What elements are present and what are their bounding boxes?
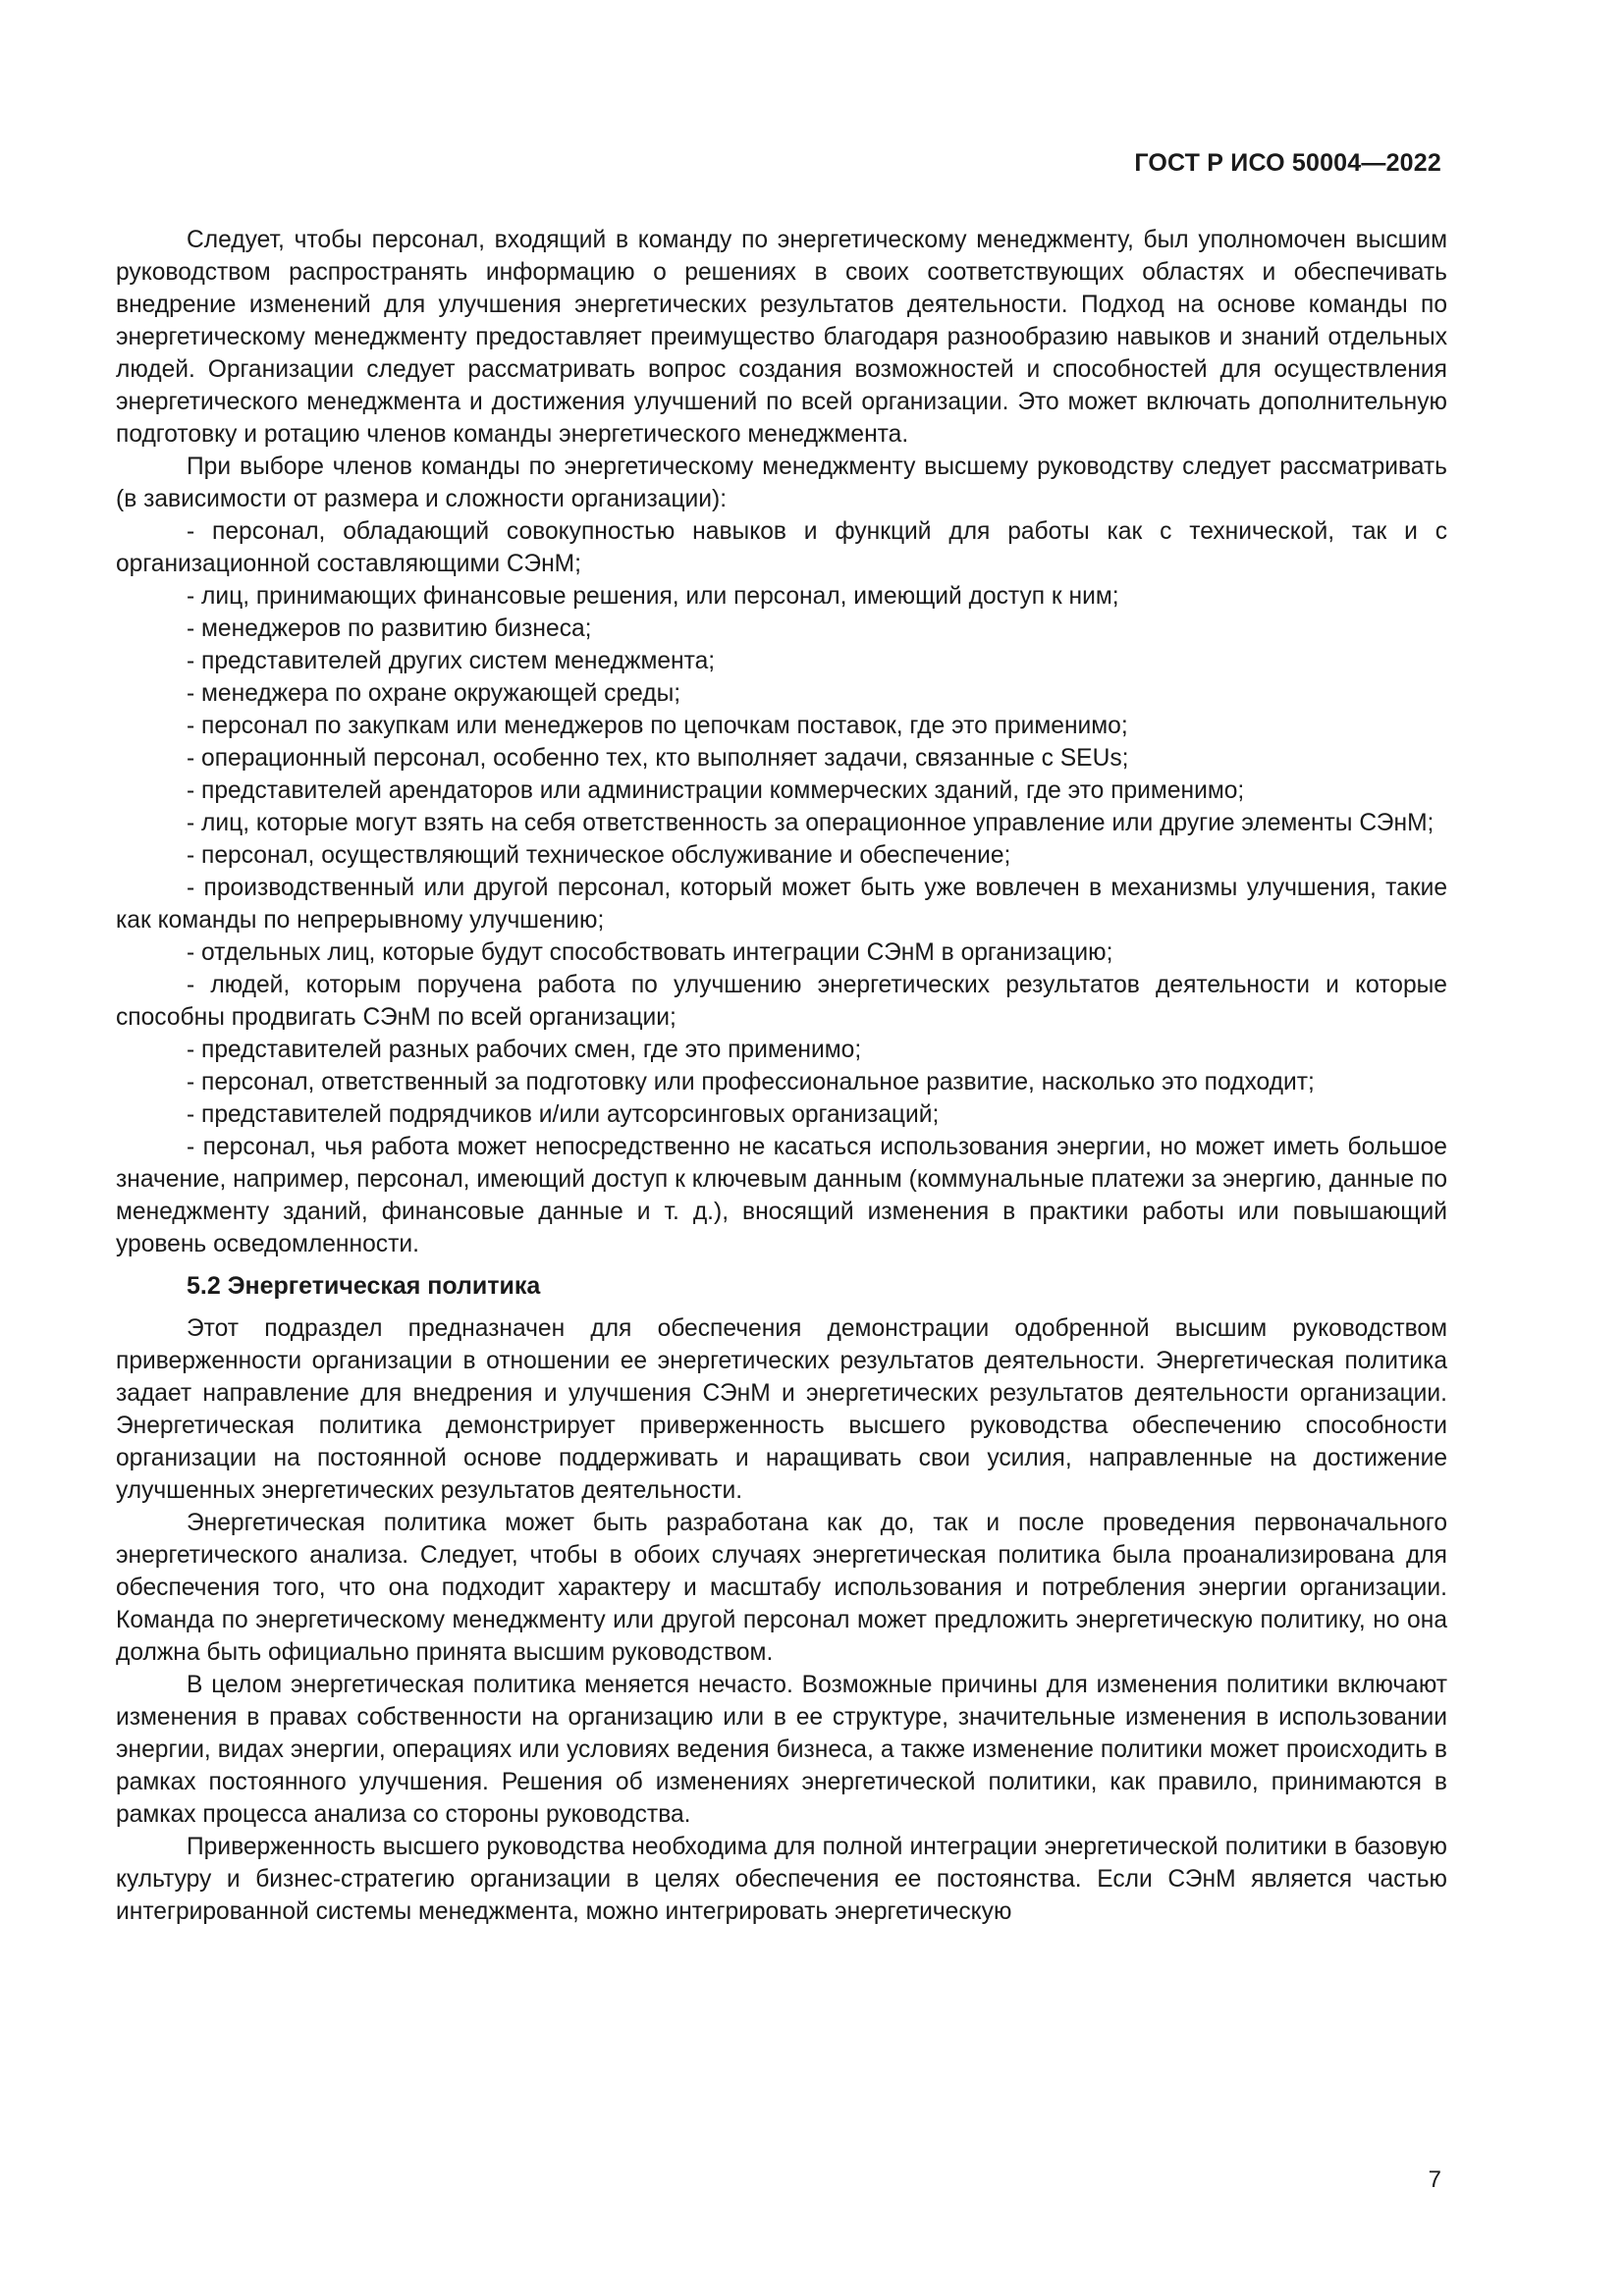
paragraph: В целом энергетическая политика меняется нечасто. Возможные причины для изменения политики включают изменения в правах собственности на организацию или в ее структуре, значительные изменения в использовании энергии, видах энергии, операциях или условиях ведения бизнеса, а также изменение политики может происходить в рамках постоянного улучшения. Решения об изменениях энергетической политики, как правило, принимаются в рамках процесса анализа со стороны руководства. (116, 1672, 1447, 1828)
paragraph: Следует, чтобы персонал, входящий в команду по энергетическому менеджменту, был уполномочен высшим руководством распространять информацию о решениях в своих соответствующих областях и обеспечивать внедрение изменений для улучшения энергетических результатов деятельности. Подход на основе команды по энергетическому менеджменту предоставляет преимущество благодаря разнообразию навыков и знаний отдельных людей. Организации следует рассматривать вопрос создания возможностей и способностей для осуществления энергетического менеджмента и достижения улучшений по всей организации. Это может включать дополнительную подготовку и ротацию членов команды энергетического менеджмента. (116, 227, 1447, 448)
list-item: - лиц, принимающих финансовые решения, или персонал, имеющий доступ к ним; (187, 583, 1119, 610)
list-item: - представителей подрядчиков и/или аутсорсинговых организаций; (187, 1101, 940, 1128)
list-item: - менеджера по охране окружающей среды; (187, 680, 681, 707)
list-item: - менеджеров по развитию бизнеса; (187, 615, 592, 642)
paragraph: Энергетическая политика может быть разработана как до, так и после проведения первоначального энергетического анализа. Следует, чтобы в обоих случаях энергетическая политика была проанализирована для обеспечения того, что она подходит характеру и масштабу использования и потребления энергии организации. Команда по энергетическому менеджменту или другой персонал может предложить энергетическую политику, но она должна быть официально принята высшим руководством. (116, 1510, 1447, 1666)
list-item: - операционный персонал, особенно тех, кто выполняет задачи, связанные с SEUs; (187, 745, 1129, 772)
list-item: - персонал, чья работа может непосредственно не касаться использования энергии, но может иметь большое значение, например, персонал, имеющий доступ к ключевым данным (коммунальные платежи за энергию, данные по менеджменту зданий, финансовые данные и т. д.), вносящий изменения в практики работы или повышающий уровень осведомленности. (116, 1134, 1447, 1257)
paragraph: При выборе членов команды по энергетическому менеджменту высшему руководству следует рассматривать (в зависимости от размера и сложности организации): (116, 454, 1447, 512)
page-number: 7 (1428, 2166, 1441, 2193)
list-item: - персонал, осуществляющий техническое обслуживание и обеспечение; (187, 842, 1011, 869)
list-item: - представителей других систем менеджмента; (187, 648, 716, 674)
paragraph: Этот подраздел предназначен для обеспечения демонстрации одобренной высшим руководством приверженности организации в отношении ее энергетических результатов деятельности. Энергетическая политика задает направление для внедрения и улучшения СЭнМ и энергетических результатов деятельности организации. Энергетическая политика демонстрирует приверженность высшего руководства обеспечению способности организации на постоянной основе поддерживать и наращивать свои усилия, направленные на достижение улучшенных энергетических результатов деятельности. (116, 1315, 1447, 1504)
list-item: - представителей арендаторов или администрации коммерческих зданий, где это применимо; (187, 777, 1245, 804)
document-body (116, 224, 1447, 1928)
section-heading: 5.2 Энергетическая политика (187, 1272, 541, 1300)
paragraph: Приверженность высшего руководства необходима для полной интеграции энергетической политики в базовую культуру и бизнес-стратегию организации в целях обеспечения ее постоянства. Если СЭнМ является частью интегрированной системы менеджмента, можно интегрировать энергетическую (116, 1834, 1447, 1925)
list-item: - лиц, которые могут взять на себя ответственность за операционное управление или другие элементы СЭнМ; (187, 810, 1435, 836)
list-item: - персонал, обладающий совокупностью навыков и функций для работы как с технической, так и с организационной составляющими СЭнМ; (116, 518, 1447, 577)
list-item: - персонал по закупкам или менеджеров по цепочкам поставок, где это применимо; (187, 713, 1128, 739)
list-item: - представителей разных рабочих смен, где это применимо; (187, 1037, 862, 1063)
document-header: ГОСТ Р ИСО 50004—2022 (1134, 149, 1441, 177)
list-item: - людей, которым поручена работа по улучшению энергетических результатов деятельности и которые способны продвигать СЭнМ по всей организации; (116, 972, 1447, 1031)
list-item: - отдельных лиц, которые будут способствовать интеграции СЭнМ в организацию; (187, 939, 1113, 966)
list-item: - персонал, ответственный за подготовку или профессиональное развитие, насколько это подходит; (187, 1069, 1315, 1095)
list-item: - производственный или другой персонал, который может быть уже вовлечен в механизмы улучшения, такие как команды по непрерывному улучшению; (116, 875, 1447, 934)
